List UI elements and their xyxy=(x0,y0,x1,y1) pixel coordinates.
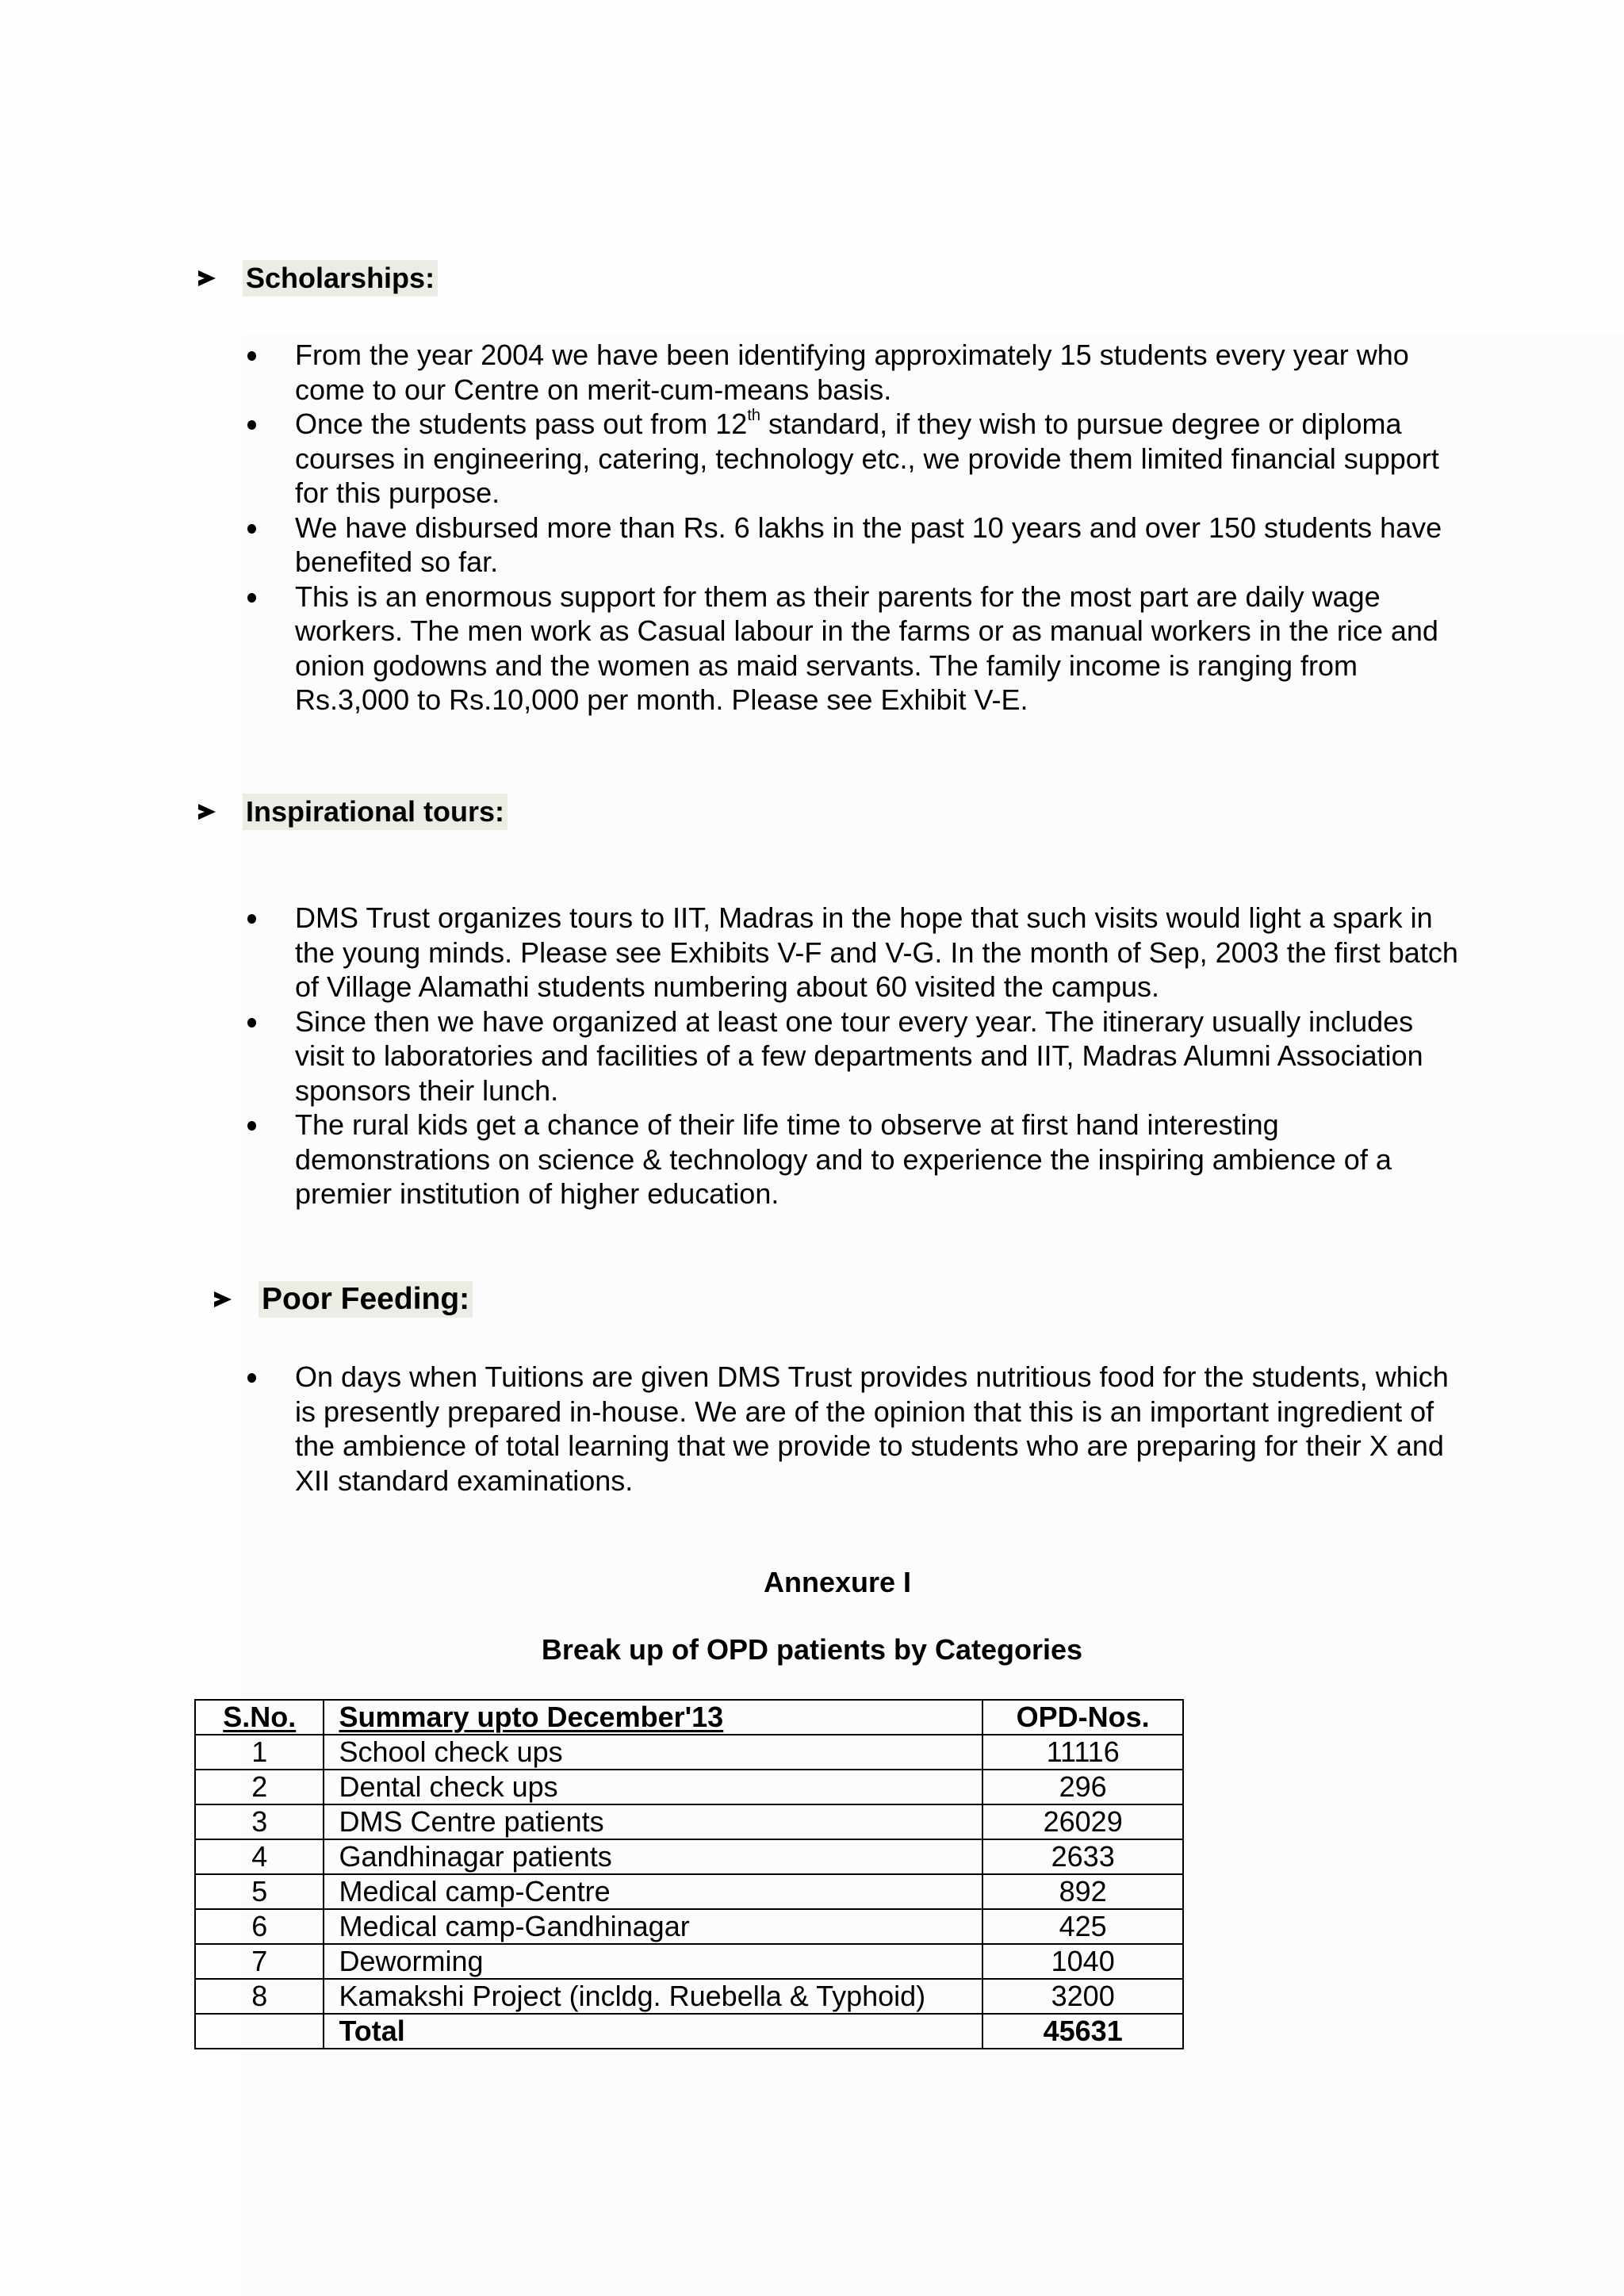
list-item: Once the students pass out from 12th standard, if they wish to pursue degree or diploma courses in engineering, catering, technology etc., we provide them limited financial support for this purpose. xyxy=(238,407,1459,511)
header-summary: Summary upto December'13 xyxy=(324,1700,982,1735)
cell-sno xyxy=(195,2014,324,2049)
list-item: The rural kids get a chance of their life time to observe at first hand interesting demonstrations on science & technology and to experience the inspiring ambience of a premier institution of higher education. xyxy=(238,1108,1459,1211)
section-title: Poor Feeding: xyxy=(259,1281,473,1318)
section-title: Scholarships: xyxy=(243,260,438,297)
header-sno: S.No. xyxy=(195,1700,324,1735)
poor-feeding-list xyxy=(238,1360,1459,1498)
arrow-bullet-icon xyxy=(198,270,216,286)
list-item: Since then we have organized at least one tour every year. The itinerary usually includes visit to laboratories and facilities of a few departments and IIT, Madras Alumni Association sponsors their lunch. xyxy=(238,1004,1459,1108)
cell-opd-nos: 26029 xyxy=(982,1804,1183,1839)
list-item: This is an enormous support for them as their parents for the most part are daily wage workers. The men work as Casual labour in the farms or as manual workers in the rice and onion godowns and the women as maid servants. The family income is ranging from Rs.3,000 to Rs.10,000 per month. Please see Exhibit V-E. xyxy=(238,580,1459,718)
scholarships-list xyxy=(238,338,1459,718)
cell-sno: 7 xyxy=(195,1944,324,1979)
arrow-bullet-icon xyxy=(214,1292,232,1307)
table-row xyxy=(195,1839,1183,1874)
cell-category: Medical camp-Centre xyxy=(324,1874,982,1909)
header-opd-nos: OPD-Nos. xyxy=(982,1700,1183,1735)
total-label: Total xyxy=(324,2014,982,2049)
cell-sno: 3 xyxy=(195,1804,324,1839)
cell-category: Dental check ups xyxy=(324,1770,982,1804)
cell-category: Deworming xyxy=(324,1944,982,1979)
table-row xyxy=(195,1944,1183,1979)
cell-opd-nos: 892 xyxy=(982,1874,1183,1909)
table-row xyxy=(195,1979,1183,2014)
bullet-icon xyxy=(247,351,256,361)
cell-category: Gandhinagar patients xyxy=(324,1839,982,1874)
bullet-icon xyxy=(247,1121,256,1131)
bullet-icon xyxy=(247,524,256,534)
cell-opd-nos: 3200 xyxy=(982,1979,1183,2014)
cell-category: School check ups xyxy=(324,1735,982,1770)
opd-table xyxy=(194,1699,1184,2049)
bullet-icon xyxy=(247,593,256,603)
list-item: From the year 2004 we have been identifying approximately 15 students every year who come to our Centre on merit-cum-means basis. xyxy=(238,338,1459,407)
list-item: We have disbursed more than Rs. 6 lakhs in the past 10 years and over 150 students have benefited so far. xyxy=(238,511,1459,580)
cell-opd-nos: 2633 xyxy=(982,1839,1183,1874)
cell-opd-nos: 425 xyxy=(982,1909,1183,1944)
section-heading-scholarships xyxy=(198,260,438,297)
cell-sno: 8 xyxy=(195,1979,324,2014)
table-header-row xyxy=(195,1700,1183,1735)
table-row xyxy=(195,1874,1183,1909)
list-item: DMS Trust organizes tours to IIT, Madras in the hope that such visits would light a spark in the young minds. Please see Exhibits V-F and V-G. In the month of Sep, 2003 the first batch of Village Alamathi students numbering about 60 visited the campus. xyxy=(238,901,1459,1004)
annexure-title: Annexure I xyxy=(763,1566,912,1598)
cell-sno: 1 xyxy=(195,1735,324,1770)
table-row xyxy=(195,1909,1183,1944)
arrow-bullet-icon xyxy=(198,804,216,820)
section-heading-inspirational-tours xyxy=(198,794,508,830)
bullet-icon xyxy=(247,420,256,430)
section-title: Inspirational tours: xyxy=(243,794,508,830)
table-row xyxy=(195,1735,1183,1770)
cell-category: DMS Centre patients xyxy=(324,1804,982,1839)
cell-sno: 2 xyxy=(195,1770,324,1804)
section-heading-poor-feeding xyxy=(214,1281,473,1318)
cell-sno: 4 xyxy=(195,1839,324,1874)
cell-sno: 6 xyxy=(195,1909,324,1944)
cell-category: Medical camp-Gandhinagar xyxy=(324,1909,982,1944)
cell-sno: 5 xyxy=(195,1874,324,1909)
table-row xyxy=(195,1770,1183,1804)
list-item: On days when Tuitions are given DMS Trust provides nutritious food for the students, which is presently prepared in-house. We are of the opinion that this is an important ingredient of the ambience of total learning that we provide to students who are preparing for their X and XII standard examinations. xyxy=(238,1360,1459,1498)
table-total-row xyxy=(195,2014,1183,2049)
bullet-icon xyxy=(247,1373,256,1383)
bullet-icon xyxy=(247,1018,256,1027)
inspirational-tours-list xyxy=(238,901,1459,1211)
cell-category: Kamakshi Project (incldg. Ruebella & Typhoid) xyxy=(324,1979,982,2014)
cell-opd-nos: 11116 xyxy=(982,1735,1183,1770)
cell-opd-nos: 296 xyxy=(982,1770,1183,1804)
total-value: 45631 xyxy=(982,2014,1183,2049)
bullet-icon xyxy=(247,914,256,924)
annexure-subtitle: Break up of OPD patients by Categories xyxy=(541,1633,1083,1666)
table-row xyxy=(195,1804,1183,1839)
cell-opd-nos: 1040 xyxy=(982,1944,1183,1979)
